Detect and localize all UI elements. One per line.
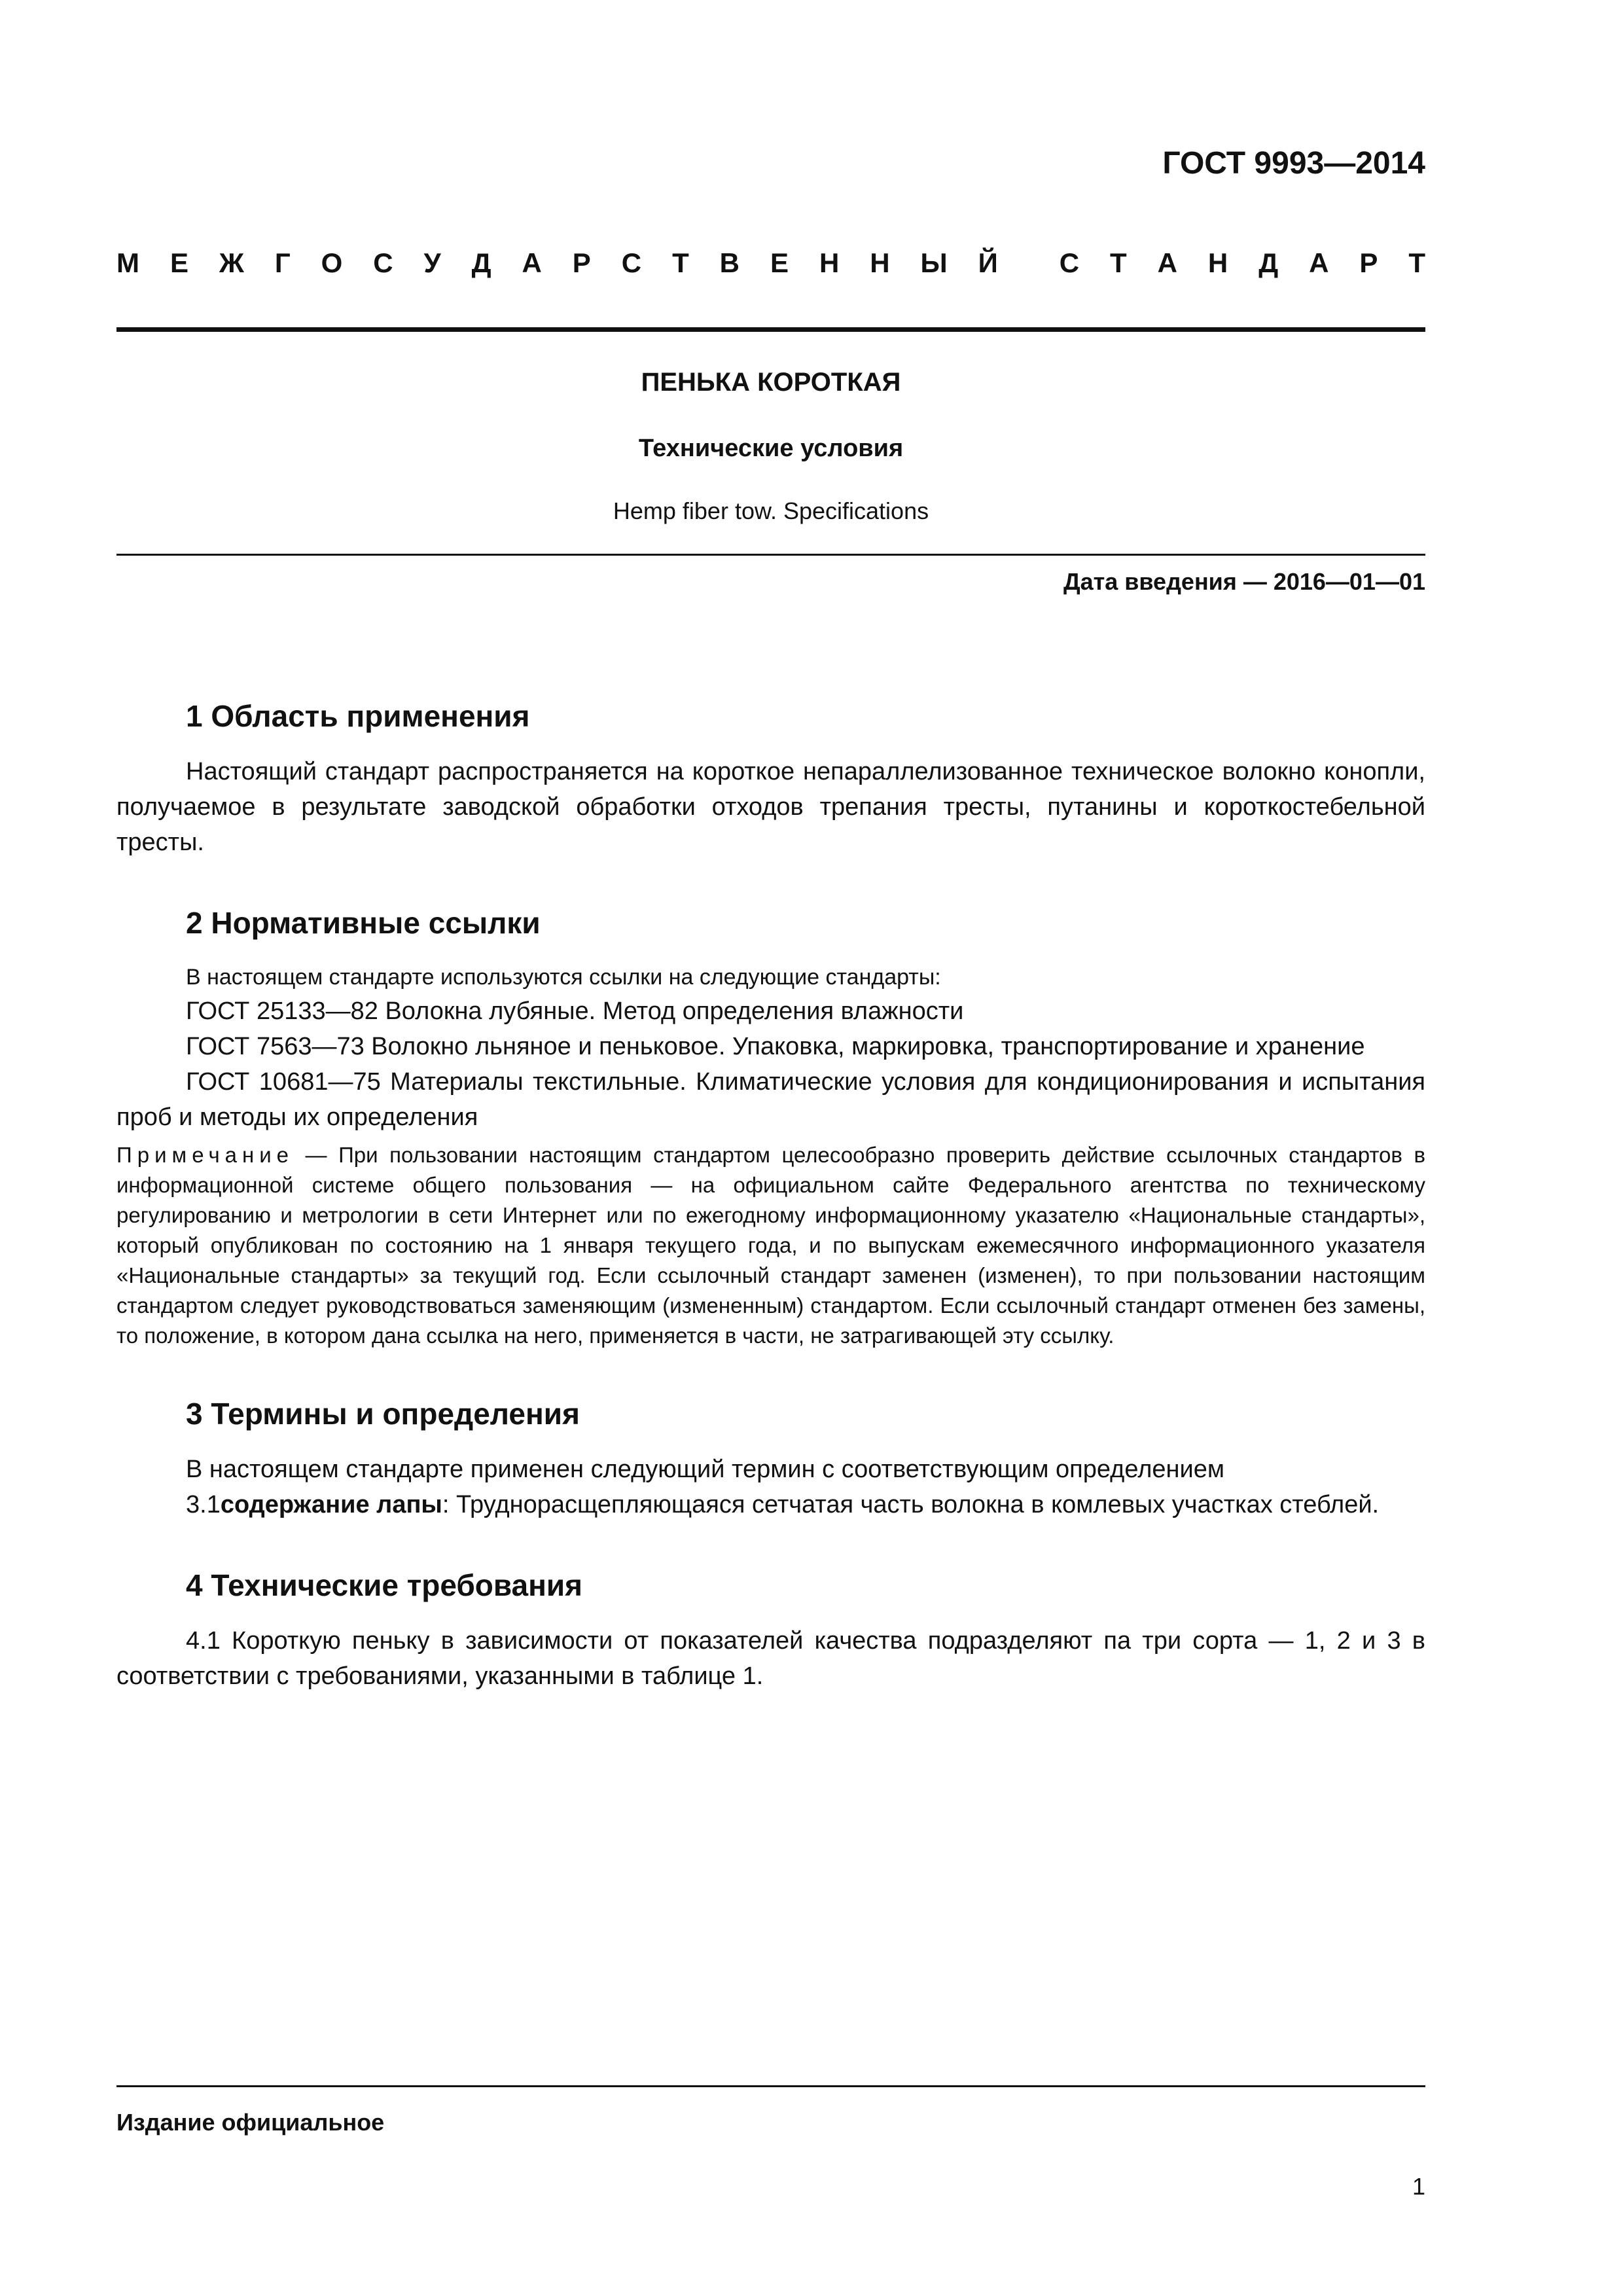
header-divider xyxy=(116,327,1425,332)
reference-item: ГОСТ 25133—82 Волокна лубяные. Метод определения влажности xyxy=(186,997,964,1025)
letter: У xyxy=(423,247,441,278)
letter: Т xyxy=(1110,247,1127,278)
page-number: 1 xyxy=(1412,2173,1425,2200)
section-heading: 3 Термины и определения xyxy=(186,1397,580,1431)
paragraph: Настоящий стандарт распространяется на короткое непараллелизованное техническое волокно конопли, получаемое в результате заводской обработки отходов трепания тресты, путанины и короткостебельной тресты. xyxy=(116,758,1425,856)
letter: Г xyxy=(274,247,291,278)
reference-item: ГОСТ 10681—75 Материалы текстильные. Климатические условия для кондиционирования и испытания проб и методы их определения xyxy=(116,1068,1425,1131)
letter: Е xyxy=(770,247,789,278)
letter: Т xyxy=(1408,247,1425,278)
letter: Ы xyxy=(920,247,948,278)
introduction-date: Дата введения — 2016—01—01 xyxy=(1063,568,1425,595)
section-normative-references xyxy=(116,901,1425,1351)
edition-label: Издание официальное xyxy=(116,2109,385,2136)
term: содержание лапы xyxy=(220,1491,442,1518)
section-terms xyxy=(116,1391,1425,1522)
letter: Й xyxy=(978,247,998,278)
section-technical-requirements xyxy=(116,1563,1425,1694)
letter: Р xyxy=(572,247,591,278)
letter: Д xyxy=(1258,247,1279,278)
section-heading: 2 Нормативные ссылки xyxy=(186,906,541,940)
document-body xyxy=(116,694,1425,1694)
note xyxy=(116,1140,1425,1351)
section-heading: 4 Технические требования xyxy=(186,1568,582,1602)
term-definition xyxy=(116,1487,1425,1522)
letter: Н xyxy=(1207,247,1228,278)
letter: А xyxy=(1309,247,1329,278)
letter: Н xyxy=(819,247,840,278)
document-subtitle: Технические условия xyxy=(638,435,904,462)
letter: Н xyxy=(870,247,890,278)
paragraph: В настоящем стандарте применен следующий термин с соответствующим определением xyxy=(186,1456,1224,1483)
letter: Д xyxy=(471,247,491,278)
document-title-english: Hemp fiber tow. Specifications xyxy=(613,497,929,524)
term-number: 3.1 xyxy=(186,1491,221,1518)
letter: О xyxy=(321,247,343,278)
footer-divider xyxy=(116,2085,1425,2087)
letter: А xyxy=(1157,247,1177,278)
paragraph: 4.1 Короткую пеньку в зависимости от показателей качества подразделяют па три сорта — 1, 2 и 3 в соответствии с требованиями, указанными в таблице 1. xyxy=(116,1627,1425,1690)
definition-text: : Труднорасщепляющаяся сетчатая часть волокна в комлевых участках стеблей. xyxy=(442,1491,1380,1518)
title-divider xyxy=(116,554,1425,556)
letter: Р xyxy=(1359,247,1378,278)
note-label: Примечание xyxy=(116,1143,294,1167)
letter: В xyxy=(719,247,740,278)
letter: С xyxy=(1059,247,1080,278)
standard-kind-heading xyxy=(116,247,1425,279)
section-heading: 1 Область применения xyxy=(186,699,530,733)
letter: Е xyxy=(169,247,188,278)
paragraph: В настоящем стандарте используются ссылки на следующие стандарты: xyxy=(186,965,941,990)
letter: Ж xyxy=(219,247,244,278)
section-scope xyxy=(116,694,1425,860)
letter: С xyxy=(373,247,393,278)
document-number: ГОСТ 9993—2014 xyxy=(1162,146,1425,181)
note-text: — При пользовании настоящим стандартом целесообразно проверить действие ссылочных стандартов в информационной системе общего пользования — на официальном сайте Федерального агентства по техническому регулированию и метрологии в сети Интернет или по ежегодному информационному указателю «Национальные стандарты», который опубликован по состоянию на 1 января текущего года, и по выпускам ежемесячного информационного указателя «Национальные стандарты» за текущий год. Если ссылочный стандарт заменен (изменен), то при пользовании настоящим стандартом следует руководствоваться заменяющим (измененным) стандартом. Если ссылочный стандарт отменен без замены, то положение, в котором дана ссылка на него, применяется в части, не затрагивающей эту ссылку. xyxy=(116,1143,1425,1348)
letter: М xyxy=(116,247,139,278)
letter: А xyxy=(522,247,542,278)
document-title: ПЕНЬКА КОРОТКАЯ xyxy=(641,368,901,397)
letter: С xyxy=(621,247,642,278)
letter: Т xyxy=(672,247,689,278)
reference-item: ГОСТ 7563—73 Волокно льняное и пеньковое. Упаковка, маркировка, транспортирование и хранение xyxy=(186,1033,1365,1060)
